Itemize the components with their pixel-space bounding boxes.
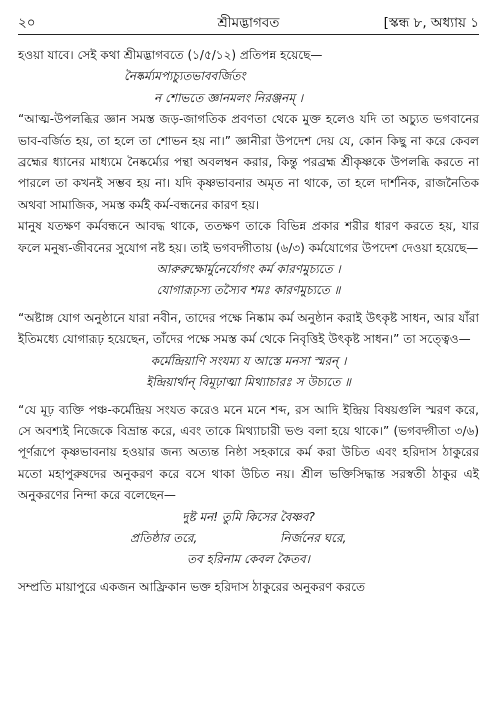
book-title: শ্রীমদ্ভাগবত xyxy=(217,15,280,31)
paragraph-4: “অষ্টাঙ্গ যোগ অনুষ্ঠানে যারা নবীন, তাদের পক্ষে নিষ্কাম কর্ম অনুষ্ঠান করাই উৎকৃষ্ট সাধন, আর যাঁরা ইতিমধ্যে যোগারূঢ় হয়েছেন, তাঁদের পক্ষে সমস্ত কর্ম থেকে নিবৃত্তিই উৎকৃষ্ট সাধন।” তা সত্ত্বেও— xyxy=(18,310,479,347)
paragraph-2: “আত্ম-উপলব্ধির জ্ঞান সমস্ত জড়-জাগতিক প্রবণতা থেকে মুক্ত হলেও যদি তা অচ্যুত ভগবানের ভাব-বর্জিত হয়, তা হলে তা শোভন হয় না।” জ্ঞানীরা উপদেশ দেয় যে, কোন কিছু না করে কেবল ব্রহ্মের ধ্যানের মাধ্যমে নৈষ্কর্ম্যের পন্থা অবলম্বন করার, কিন্তু পরব্রহ্ম শ্রীকৃষ্ণকে উপলব্ধি করতে না পারলে তা কখনই সম্ভব হয় না। যদি কৃষ্ণভাবনার অমৃত না থাকে, তা হলে দার্শনিক, রাজনৈতিক অথবা সামাজিক, সমস্ত কর্মই কর্ম-বন্ধনের কারণ হয়। xyxy=(18,112,479,212)
paragraph-3: মানুষ যতক্ষণ কর্মবন্ধনে আবদ্ধ থাকে, ততক্ষণ তাকে বিভিন্ন প্রকার শরীর ধারণ করতে হয়, যার ফলে মনুষ্য-জীবনের সুযোগ নষ্ট হয়। তাই ভগবদ্গীতায় (৬/৩) কর্মযোগের উপদেশ দেওয়া হয়েছে— xyxy=(18,219,479,255)
verse-2-line-1: আরুরুক্ষোর্মুনের্যোগং কর্ম কারণমুচ্যতে । xyxy=(156,262,341,277)
hymn-line-2-b: নির্জনের ঘরে, xyxy=(280,530,347,545)
page-body xyxy=(18,45,479,717)
verse-3-line-1: কর্মেন্দ্রিয়াণি সংযম্য য আস্তে মনসা স্মরন্ । xyxy=(150,353,347,368)
verse-3-line-2: ইন্দ্রিয়ার্থান্ বিমূঢ়াত্মা মিথ্যাচারঃ স উচ্যতে ॥ xyxy=(146,375,351,390)
paragraph-6: সম্প্রতি মায়াপুরে একজন আফ্রিকান ভক্ত হরিদাস ঠাকুরের অনুকরণ করতে xyxy=(18,579,366,594)
verse-1-line-2: ন শোভতে জ্ঞানমলং নিরঞ্জনম্ । xyxy=(154,90,304,105)
verse-1-line-1: নৈষ্কর্ম্যমপ্যচ্যুতভাববর্জিতং xyxy=(124,69,246,84)
paragraph-5: “যে মূঢ় ব্যক্তি পঞ্চ-কর্মেন্দ্রিয় সংযত করেও মনে মনে শব্দ, রস আদি ইন্দ্রিয় বিষয়গুলি স্মরণ করে, সে অবশ্যই নিজেকে বিভ্রান্ত করে, এবং তাকে মিথ্যাচারী ভণ্ড বলা হয়ে থাকে।” (ভগবদ্গীতা ৩/৬) পূর্ণরূপে কৃষ্ণভাবনায় হওয়ার জন্য অত্যন্ত নিষ্ঠা সহকারে কর্ম করা উচিত এবং হরিদাস ঠাকুরের মতো মহাপুরুষদের অনুকরণ করে বসে থাকা উচিত নয়। শ্রীল ভক্তিসিদ্ধান্ত সরস্বতী ঠাকুর এই অনুকরণের নিন্দা করে বলেছেন— xyxy=(18,402,479,503)
hymn-line-2-a: প্রতিষ্ঠার তরে, xyxy=(130,530,198,545)
hymn-line-2 xyxy=(18,528,479,549)
hymn-line-3: তব হরিনাম কেবল কৈতব। xyxy=(187,552,310,567)
header-rule xyxy=(18,34,479,35)
page-number: ২০ xyxy=(18,15,36,31)
chapter-reference: [স্কন্ধ ৮, অধ্যায় ১ xyxy=(383,15,479,31)
verse-2-line-2: যোগারূঢ়স্য তস্যৈব শমঃ কারণমুচ্যতে ॥ xyxy=(156,283,341,298)
paragraph-1: হওয়া যাবে। সেই কথা শ্রীমদ্ভাগবতে (১/৫/১২) প্রতিপন্ন হয়েছে— xyxy=(18,48,323,62)
page-header xyxy=(18,8,479,34)
hymn-line-1: দুষ্ট মন! তুমি কিসের বৈষ্ণব? xyxy=(182,509,315,524)
